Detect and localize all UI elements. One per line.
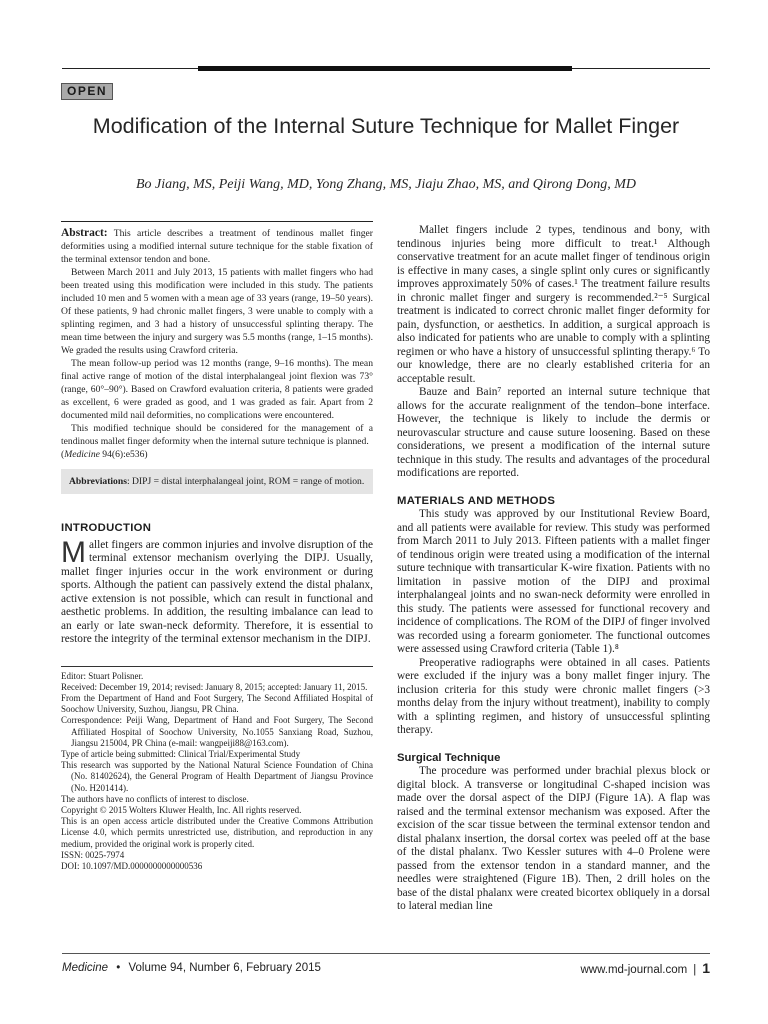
abstract-rule — [61, 221, 373, 222]
introduction-heading: INTRODUCTION — [61, 522, 152, 534]
page-number: 1 — [702, 960, 710, 976]
note-conflicts: The authors have no conflicts of interest to disclose. — [61, 793, 249, 804]
footer-issue: Volume 94, Number 6, February 2015 — [128, 962, 321, 974]
body-paragraph: Bauze and Bain⁷ reported an internal suture technique that allows for the accurate realignment of the tendon–bone interface. However, the technique is likely to include the dermis or neurovascular structure and cause suture loosening. Based on these considerations, we present a modification of the internal suture technique in this study. The results and advantages of the procedural modifications are reported. — [397, 386, 710, 479]
introduction-paragraph: allet fingers are common injuries and involve disruption of the terminal extensor mechanism overlying the DIPJ. Usually, mallet finger injuries occur in the work environment or during sports. Although the patient can passively extend the distal phalanx, active extension is not possible, which can result in functional and aesthetic problems. In addition, the resulting imbalance can lead to an early or late swan-neck deformity. Therefore, it is essential to restore the integrity of the terminal extensor mechanism in the DIPJ. — [61, 538, 373, 645]
notes-rule — [61, 666, 373, 667]
note-doi: DOI: 10.1097/MD.0000000000000536 — [61, 860, 203, 871]
header-rule-bold — [198, 66, 572, 71]
note-editor: Editor: Stuart Polisner. — [61, 670, 144, 681]
note-affiliation: From the Department of Hand and Foot Surgery, The Second Affiliated Hospital of Soochow University, Suzhou, Jiangsu, PR China. — [61, 692, 373, 715]
methods-heading: MATERIALS AND METHODS — [397, 494, 556, 507]
footer-right — [580, 960, 710, 976]
article-notes — [61, 666, 373, 873]
footer-bullet: • — [116, 962, 121, 974]
body-paragraph: Preoperative radiographs were obtained in all cases. Patients were excluded if the injury was a bony mallet finger injury. The inclusion criteria for this study were chronic mallet fingers (>3 months delay from the injury without treatment), inability to comply with a splinting regimen, and history of unsuccessful splinting therapy. — [397, 656, 710, 736]
abstract-paragraph: This modified technique should be considered for the management of a tendinous mallet finger deformity when the internal suture technique is planned. — [61, 423, 373, 447]
abbreviations-box — [61, 469, 373, 494]
abbreviations-text: : DIPJ = distal interphalangeal joint, ROM = range of motion. — [126, 476, 365, 487]
footer-journal: Medicine — [62, 962, 109, 974]
note-correspondence: Correspondence: Peiji Wang, Department of Hand and Foot Surgery, The Second Affiliated Hospital of Soochow University, No.1055 Sanxiang Road, Suzhou, Jiangsu 215004, PR China (e-mail: wangpeiji88@163.com). — [61, 715, 373, 748]
note-license: This is an open access article distributed under the Creative Commons Attribution License 4.0, which permits unrestricted use, distribution, and reproduction in any medium, provided the original work is properly cited. — [61, 816, 373, 849]
open-access-badge: OPEN — [61, 83, 113, 100]
footer-website: www.md-journal.com — [580, 964, 688, 976]
citation-details: 94(6):e536) — [99, 449, 148, 460]
note-issn: ISSN: 0025-7974 — [61, 849, 125, 860]
citation-journal: Medicine — [64, 449, 100, 460]
author-list: Bo Jiang, MS, Peiji Wang, MD, Yong Zhang, MS, Jiaju Zhao, MS, and Qirong Dong, MD — [135, 177, 637, 192]
left-column — [61, 221, 373, 872]
abstract — [61, 227, 373, 461]
footer-rule — [62, 953, 710, 954]
abbreviations-label: Abbreviations — [69, 476, 127, 487]
abstract-paragraph: This article describes a treatment of tendinous mallet finger deformities using a modified internal suture technique for the stable fixation of the terminal extensor tendon and bone. — [61, 228, 373, 265]
citation: (Medicine 94(6):e536) — [61, 449, 148, 460]
note-funding: This research was supported by the National Natural Science Foundation of China (No. 81402624), the General Program of Health Department of Jiangsu Province (No. H201414). — [61, 760, 373, 793]
drop-cap: M — [61, 535, 86, 569]
note-copyright: Copyright © 2015 Wolters Kluwer Health, Inc. All rights reserved. — [61, 804, 302, 815]
surgical-technique-heading: Surgical Technique — [397, 751, 501, 764]
body-paragraph: This study was approved by our Institutional Review Board, and all patients were available for review. This study was performed from March 2011 to July 2013. Fifteen patients with a mallet finger of tendinous origin were treated using a modification of the internal suture technique with transarticular K-wire fixation. Patients with no limitation in passive motion of the DIPJ and proximal interphalangeal joints and no swan-neck deformity were enrolled in this study. The patients were assessed for functional recovery and incidence of complications. The ROM of the DIPJ of finger involved was recorded using a forearm goniometer. The functional outcomes were assessed using Crawford criteria (Table 1).⁸ — [397, 508, 710, 655]
note-article-type: Type of article being submitted: Clinical Trial/Experimental Study — [61, 748, 301, 759]
body-paragraph: Mallet fingers include 2 types, tendinous and bony, with tendinous injuries being more difficult to treat.¹ Although conservative treatment for an acute mallet finger of tendinous origin is effective in many cases, a single splint only cures or significantly improves approximately 50% of cases.¹ The treatment failure results in chronic mallet finger and surgery is recommended.²⁻⁵ Surgical treatment is indicated to correct chronic mallet finger deformity for pain, dysfunction, or aesthetics. In addition, a surgical approach is also indicated for patients who are unable to comply with a splinting regimen or who have a history of unsuccessful splinting therapy.⁶ To our knowledge, there are no clearly established criteria for an acceptable result. — [397, 224, 710, 385]
body-paragraph: The procedure was performed under brachial plexus block or digital block. A transverse or longitudinal C-shaped incision was made over the dorsal aspect of the DIPJ (Figure 1A). A flap was raised and the terminal extensor mechanism was exposed. After the excision of the scar tissue between the terminal extensor tendon and distal phalanx insertion, the dorsal cortex was peeled off at the base of the distal phalanx. Two Kessler sutures with 4–0 Prolene were passed from the extensor tendon in a standard manner, and the needles were straightened (Figure 1B). Then, 2 drill holes on the base of the distal phalanx were created bicortex obliquely in a dorsal to lateral median line — [397, 765, 710, 912]
article-title: Modification of the Internal Suture Technique for Mallet Finger — [92, 114, 680, 138]
right-column — [397, 224, 710, 914]
abstract-label: Abstract: — [61, 227, 108, 239]
footer-citation — [62, 962, 321, 974]
introduction-section — [61, 522, 373, 647]
note-received: Received: December 19, 2014; revised: January 8, 2015; accepted: January 11, 2015. — [61, 681, 368, 692]
abstract-paragraph: Between March 2011 and July 2013, 15 patients with mallet fingers who had been treated using this modification were included in this study. The patients included 10 men and 5 women with a mean age of 33 years (range, 19–50 years). Of these patients, 9 had chronic mallet fingers, 3 were unable to comply with a splinting regimen, and 3 had a history of unsuccessful splinting therapy. The mean time between the injury and surgery was 5.5 months (range, 1–15 months). We graded the results using Crawford criteria. — [61, 267, 373, 356]
footer-separator: | — [693, 964, 697, 976]
abstract-paragraph: The mean follow-up period was 12 months (range, 9–16 months). The mean final active range of motion of the distal interphalangeal joint flexion was 73° (range, 60°–90°). Based on Crawford evaluation criteria, 8 patients were graded as excellent, 6 were graded as good, and 1 was graded as fair. Apart from 2 documented mild nail deformities, no complications were encountered. — [61, 358, 373, 421]
